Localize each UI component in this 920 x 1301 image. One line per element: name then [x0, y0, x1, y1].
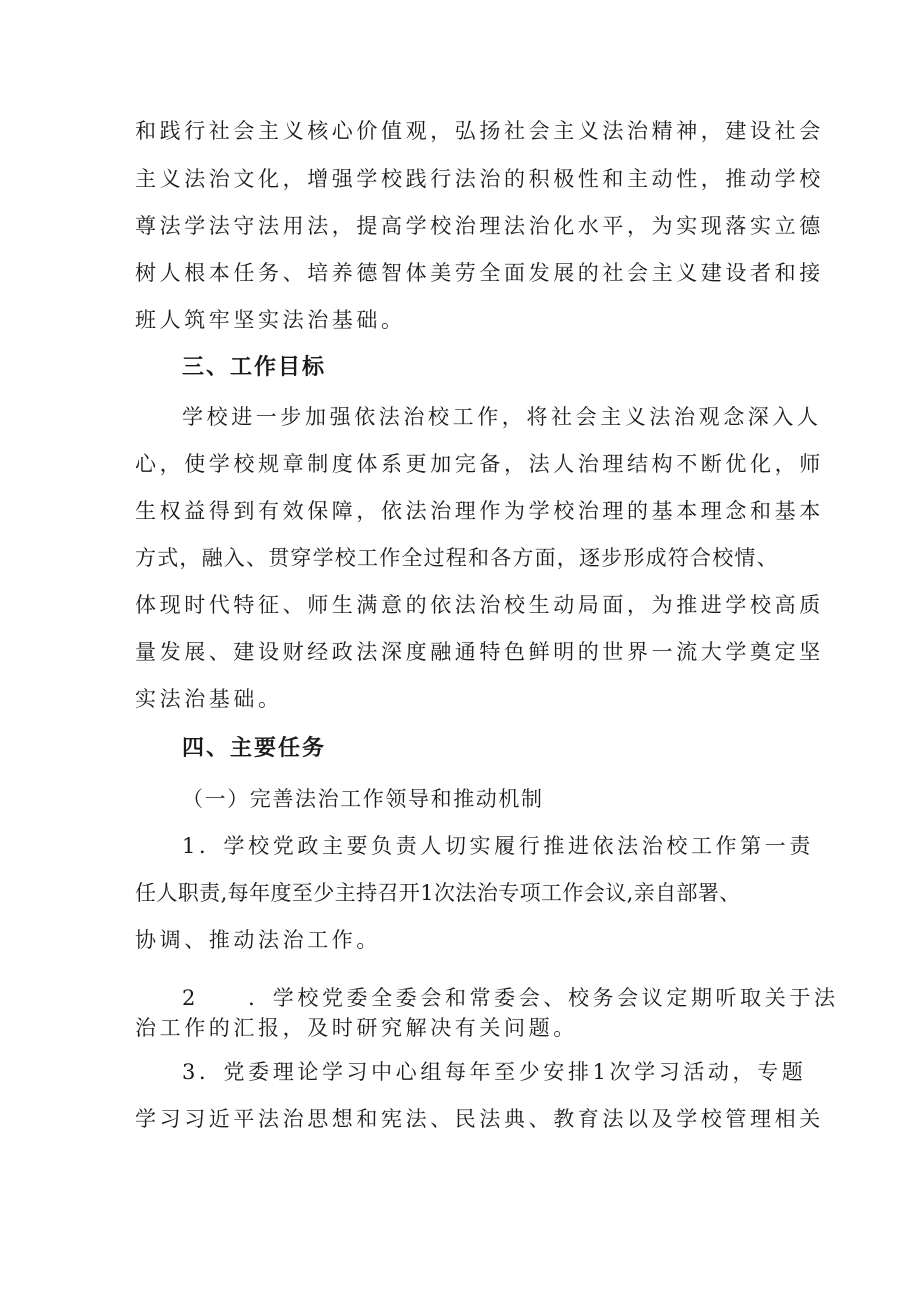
- section3-line-2: 心，使学校规章制度体系更加完备，法人治理结构不断优化，师: [135, 452, 824, 476]
- intro-line-4: 树人根本任务、培养德智体美劳全面发展的社会主义建设者和接: [135, 261, 824, 285]
- item1-line-1: 1．学校党政主要负责人切实履行推进依法治校工作第一责: [182, 834, 814, 858]
- item1-line-2: 任人职责,每年度至少主持召开1次法治专项工作会议,亲自部署、: [135, 881, 741, 905]
- section-heading-4: 四、主要任务: [182, 736, 327, 761]
- intro-line-5: 班人筑牢坚实法治基础。: [135, 308, 406, 332]
- section3-line-1: 学校进一步加强依法治校工作，将社会主义法治观念深入人: [182, 405, 822, 429]
- intro-line-1: 和践行社会主义核心价值观，弘扬社会主义法治精神，建设社会: [135, 119, 824, 143]
- section3-line-7: 实法治基础。: [135, 687, 283, 711]
- section3-line-6: 量发展、建设财经政法深度融通特色鲜明的世界一流大学奠定坚: [135, 640, 824, 664]
- section-heading-3: 三、工作目标: [182, 355, 327, 380]
- item1-line-3: 协调、推动法治工作。: [135, 928, 381, 952]
- section3-line-4: 方式，融入、贯穿学校工作全过程和各方面，逐步形成符合校情、: [135, 546, 779, 570]
- item2-line-1: 2 ．学校党委全委会和常委会、校务会议定期听取关于法: [182, 986, 839, 1010]
- item3-line-2: 学习习近平法治思想和宪法、民法典、教育法以及学校管理相关: [135, 1107, 824, 1131]
- item3-line-1: 3．党委理论学习中心组每年至少安排1次学习活动，专题: [182, 1060, 807, 1084]
- intro-line-3: 尊法学法守法用法，提高学校治理法治化水平，为实现落实立德: [135, 214, 824, 238]
- intro-line-2: 主义法治文化，增强学校践行法治的积极性和主动性，推动学校: [135, 167, 824, 191]
- section3-line-3: 生权益得到有效保障，依法治理作为学校治理的基本理念和基本: [135, 499, 824, 523]
- item2-line-2: 治工作的汇报，及时研究解决有关问题。: [135, 1016, 578, 1040]
- subsection-heading-1: （一）完善法治工作领导和推动机制: [182, 787, 544, 811]
- section3-line-5: 体现时代特征、师生满意的依法治校生动局面，为推进学校高质: [135, 593, 824, 617]
